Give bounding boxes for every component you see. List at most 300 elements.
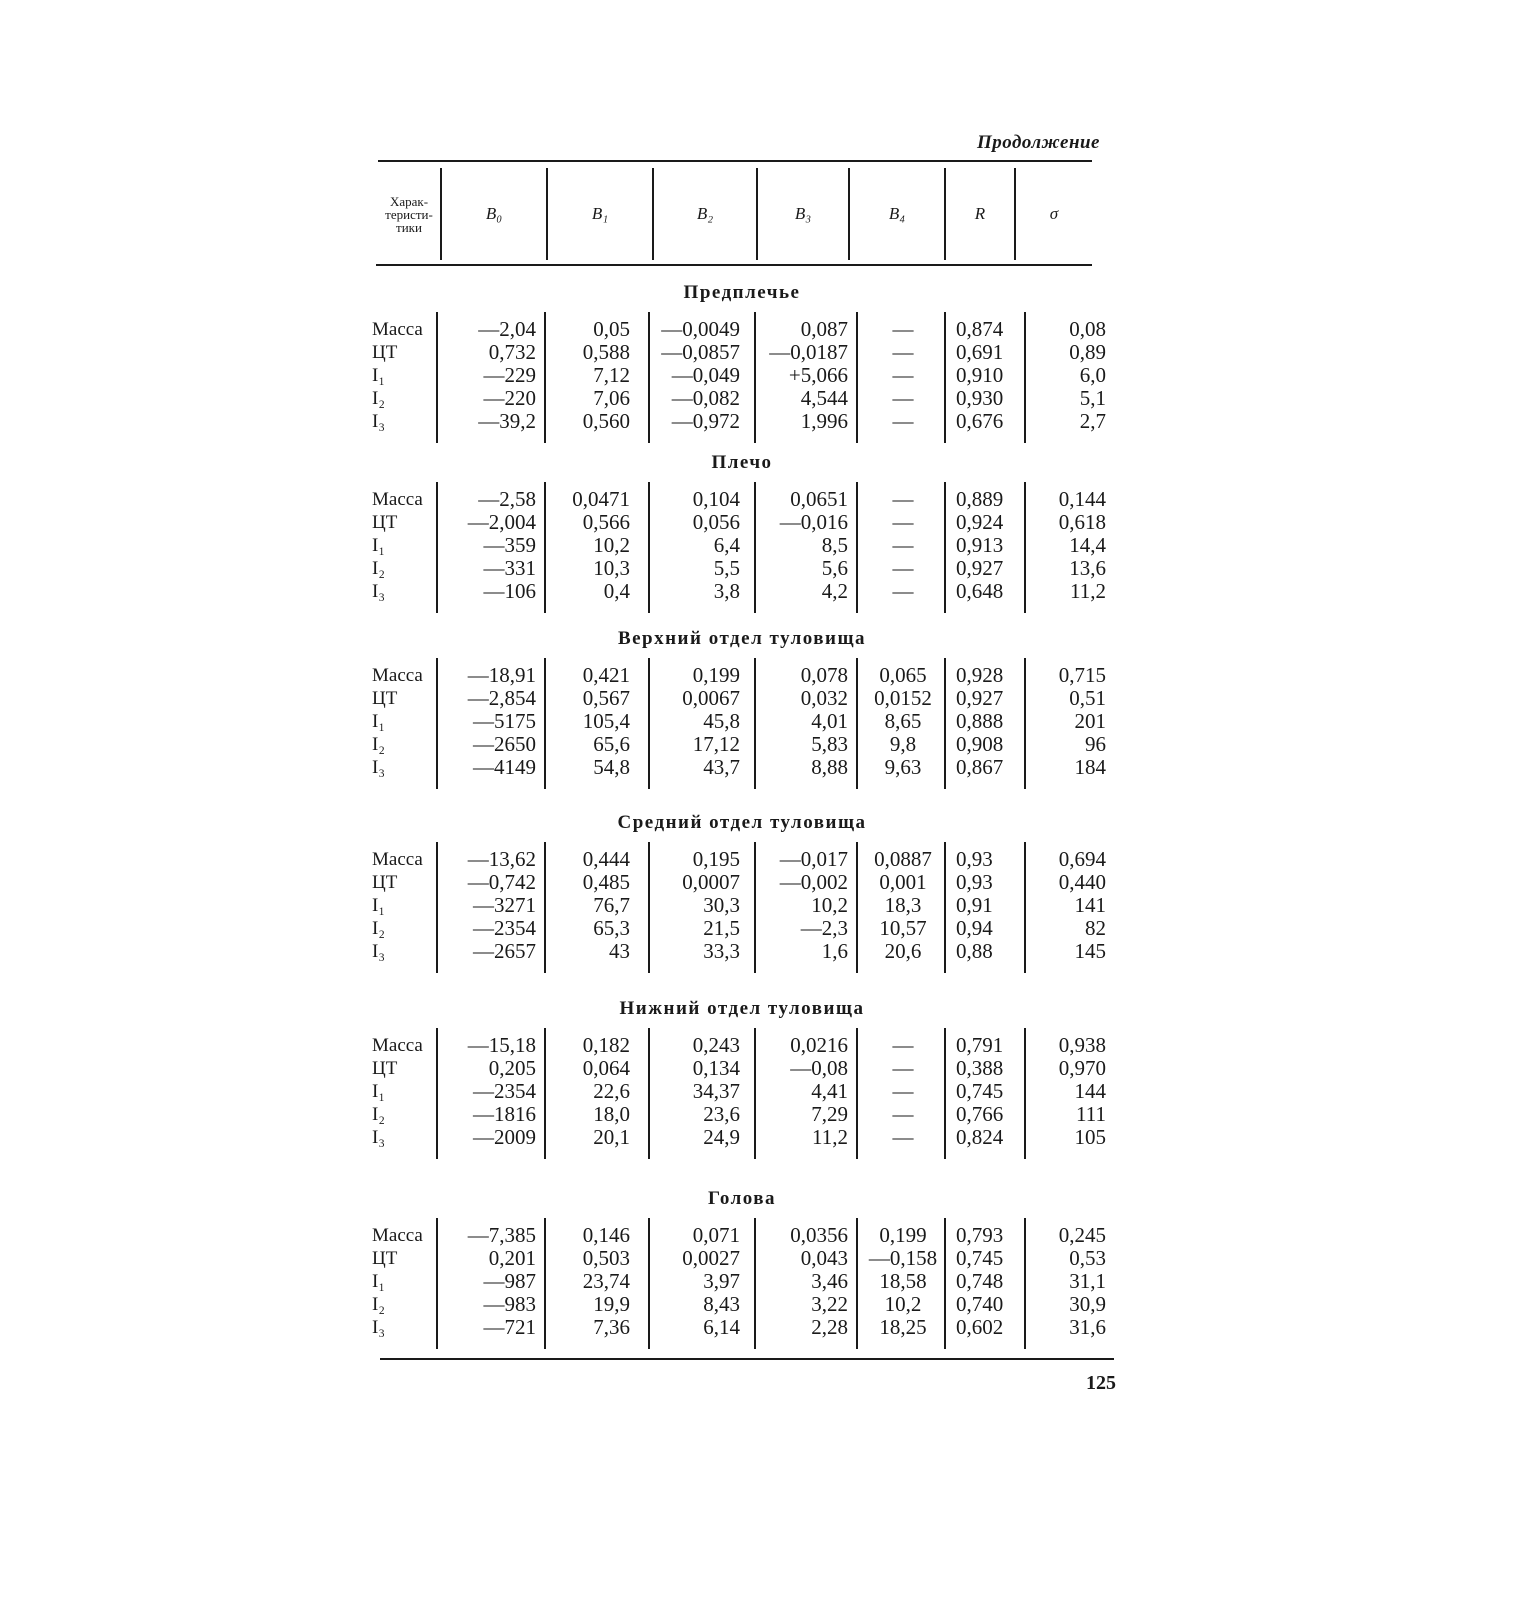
value-cell: 10,3 [593, 556, 630, 580]
value-cell: 18,3 [884, 893, 922, 917]
value-cell: — [892, 386, 914, 410]
value-cell: 0,182 [582, 1033, 630, 1057]
value-cell: 5,6 [821, 556, 848, 580]
value-cell: —106 [483, 579, 536, 603]
value-cell: 6,4 [713, 533, 740, 557]
value-cell: 7,29 [811, 1102, 848, 1126]
value-cell: 0,913 [956, 533, 1004, 557]
header-b1: B₁ [591, 204, 609, 223]
row-label: I₂ [372, 388, 385, 409]
value-cell: —13,62 [467, 847, 536, 871]
value-cell: 4,01 [811, 709, 848, 733]
section-title: Верхний отдел туловища [617, 628, 867, 649]
value-cell: 0,065 [879, 663, 927, 687]
column-divider [944, 1218, 946, 1349]
row-label: ЦТ [372, 1248, 398, 1269]
value-cell: 6,14 [703, 1315, 740, 1339]
value-cell: 3,22 [811, 1292, 848, 1316]
value-cell: 8,5 [821, 533, 848, 557]
value-cell: 0,567 [582, 686, 630, 710]
row-label: I₁ [372, 535, 385, 556]
header-characteristics-line1: Харак- [389, 193, 429, 209]
column-divider [856, 1218, 858, 1349]
value-cell: — [892, 340, 914, 364]
value-cell: 0,94 [956, 916, 993, 940]
value-cell: —0,049 [671, 363, 740, 387]
value-cell: 145 [1074, 939, 1106, 963]
header-r: R [974, 204, 986, 223]
value-cell: 0,715 [1058, 663, 1106, 687]
value-cell: 0,745 [956, 1079, 1004, 1103]
value-cell: 0,104 [692, 487, 740, 511]
value-cell: 0,740 [956, 1292, 1004, 1316]
value-cell: 54,8 [593, 755, 630, 779]
column-divider [648, 842, 650, 973]
value-cell: —0,158 [868, 1246, 938, 1270]
value-cell: 43 [609, 939, 630, 963]
value-cell: 0,0356 [790, 1223, 848, 1247]
value-cell: —0,002 [779, 870, 848, 894]
column-divider [944, 658, 946, 789]
value-cell: —15,18 [467, 1033, 536, 1057]
value-cell: — [892, 1033, 914, 1057]
value-cell: 0,928 [956, 663, 1004, 687]
value-cell: 111 [1076, 1102, 1106, 1126]
value-cell: 0,91 [956, 893, 993, 917]
value-cell: — [892, 579, 914, 603]
value-cell: 0,05 [593, 317, 630, 341]
value-cell: —2,004 [467, 510, 536, 534]
value-cell: 9,63 [884, 755, 922, 779]
value-cell: —2650 [473, 732, 536, 756]
value-cell: 0,824 [956, 1125, 1004, 1149]
value-cell: —2354 [473, 916, 536, 940]
section-rows [372, 318, 1112, 443]
row-label: I₁ [372, 365, 385, 386]
column-divider [754, 842, 756, 973]
row-label: I₃ [372, 581, 385, 602]
value-cell: 1,996 [800, 409, 848, 433]
column-divider [544, 1028, 546, 1159]
value-cell: 0,927 [956, 556, 1004, 580]
value-cell: — [892, 1125, 914, 1149]
value-cell: —2,854 [467, 686, 536, 710]
value-cell: —2,3 [800, 916, 848, 940]
value-cell: —331 [483, 556, 536, 580]
row-label: I₃ [372, 1127, 385, 1148]
value-cell: — [892, 533, 914, 557]
value-cell: 0,560 [582, 409, 630, 433]
value-cell: 0,0152 [874, 686, 932, 710]
value-cell: 0,766 [956, 1102, 1004, 1126]
value-cell: —721 [483, 1315, 536, 1339]
header-characteristics-line2: теристи- [385, 206, 433, 222]
column-divider [856, 312, 858, 443]
column-divider [856, 658, 858, 789]
value-cell: —0,0857 [661, 340, 740, 364]
header-b3: B₃ [794, 204, 812, 223]
value-cell: 0,676 [956, 409, 1004, 433]
value-cell: —1816 [473, 1102, 536, 1126]
section-title: Голова [707, 1188, 777, 1209]
value-cell: 0,748 [956, 1269, 1004, 1293]
value-cell: — [892, 409, 914, 433]
value-cell: — [892, 363, 914, 387]
table-section [372, 282, 1112, 447]
value-cell: 4,544 [800, 386, 848, 410]
column-divider [754, 1218, 756, 1349]
column-divider [544, 312, 546, 443]
column-divider [754, 1028, 756, 1159]
row-label: Масса [372, 489, 423, 510]
row-label: Масса [372, 319, 423, 340]
value-cell: —229 [483, 363, 536, 387]
column-divider [856, 842, 858, 973]
column-divider [648, 1028, 650, 1159]
header-top-rule [378, 160, 1092, 162]
row-label: I₃ [372, 941, 385, 962]
row-label: I₃ [372, 757, 385, 778]
section-rows [372, 848, 1112, 973]
value-cell: 3,46 [811, 1269, 848, 1293]
section-title: Средний отдел туловища [617, 812, 867, 833]
value-cell: 17,12 [692, 732, 740, 756]
column-divider [648, 312, 650, 443]
column-divider [856, 482, 858, 613]
column-divider [754, 312, 756, 443]
value-cell: —0,742 [467, 870, 536, 894]
value-cell: 10,2 [811, 893, 848, 917]
value-cell: 7,12 [593, 363, 630, 387]
column-divider [436, 658, 438, 789]
value-cell: —359 [483, 533, 536, 557]
column-divider [944, 1028, 946, 1159]
value-cell: 0,071 [692, 1223, 740, 1247]
value-cell: 0,908 [956, 732, 1004, 756]
row-label: ЦТ [372, 342, 398, 363]
value-cell: 0,618 [1058, 510, 1106, 534]
value-cell: 18,0 [593, 1102, 630, 1126]
value-cell: —5175 [473, 709, 536, 733]
value-cell: 43,7 [703, 755, 740, 779]
value-cell: —2,58 [478, 487, 536, 511]
continued-label: Продолжение [976, 132, 1100, 153]
column-divider [1024, 312, 1026, 443]
value-cell: 18,25 [879, 1315, 927, 1339]
value-cell: 1,6 [821, 939, 848, 963]
table-section [372, 998, 1112, 1163]
value-cell: 2,7 [1079, 409, 1106, 433]
value-cell: 0,745 [956, 1246, 1004, 1270]
value-cell: 141 [1074, 893, 1106, 917]
value-cell: 0,144 [1058, 487, 1106, 511]
value-cell: 184 [1074, 755, 1106, 779]
section-title: Плечо [711, 452, 773, 473]
column-divider [944, 482, 946, 613]
header-characteristics-line3: тики [396, 219, 422, 235]
value-cell: — [892, 556, 914, 580]
row-label: Масса [372, 665, 423, 686]
column-divider [436, 312, 438, 443]
value-cell: 0,032 [800, 686, 848, 710]
value-cell: 0,0216 [790, 1033, 848, 1057]
row-label: Масса [372, 1225, 423, 1246]
column-divider [1024, 842, 1026, 973]
section-rows [372, 1034, 1112, 1159]
value-cell: 0,910 [956, 363, 1004, 387]
value-cell: 0,588 [582, 340, 630, 364]
section-rows [372, 488, 1112, 613]
value-cell: 7,36 [593, 1315, 630, 1339]
value-cell: 13,6 [1069, 556, 1106, 580]
value-cell: 0,199 [692, 663, 740, 687]
value-cell: 23,6 [703, 1102, 740, 1126]
value-cell: 0,0007 [682, 870, 740, 894]
value-cell: 3,97 [703, 1269, 740, 1293]
column-divider [648, 482, 650, 613]
value-cell: 65,3 [593, 916, 630, 940]
value-cell: 6,0 [1079, 363, 1106, 387]
value-cell: 5,5 [713, 556, 740, 580]
value-cell: 21,5 [703, 916, 740, 940]
row-label: ЦТ [372, 1058, 398, 1079]
column-divider [544, 658, 546, 789]
value-cell: 19,9 [593, 1292, 630, 1316]
row-label: ЦТ [372, 688, 398, 709]
value-cell: 0,53 [1069, 1246, 1106, 1270]
value-cell: —7,385 [467, 1223, 536, 1247]
value-cell: 7,06 [593, 386, 630, 410]
column-divider [1024, 658, 1026, 789]
value-cell: — [892, 510, 914, 534]
value-cell: 0,93 [956, 870, 993, 894]
value-cell: 0,791 [956, 1033, 1004, 1057]
table-section [372, 1188, 1112, 1353]
value-cell: 0,89 [1069, 340, 1106, 364]
value-cell: 96 [1085, 732, 1106, 756]
table-bottom-rule [380, 1358, 1114, 1360]
row-label: I₁ [372, 1271, 385, 1292]
section-rows [372, 664, 1112, 789]
table-header [378, 168, 1098, 260]
value-cell: 0,0887 [874, 847, 932, 871]
column-divider [944, 842, 946, 973]
value-cell: — [892, 1102, 914, 1126]
value-cell: 11,2 [812, 1125, 848, 1149]
row-label: ЦТ [372, 872, 398, 893]
value-cell: 0,201 [488, 1246, 536, 1270]
value-cell: 0,043 [800, 1246, 848, 1270]
value-cell: — [892, 1056, 914, 1080]
table-section [372, 628, 1112, 793]
value-cell: — [892, 317, 914, 341]
value-cell: 82 [1085, 916, 1106, 940]
column-divider [944, 312, 946, 443]
value-cell: 0,867 [956, 755, 1004, 779]
value-cell: 22,6 [593, 1079, 630, 1103]
value-cell: 0,566 [582, 510, 630, 534]
value-cell: 34,37 [692, 1079, 740, 1103]
value-cell: 3,8 [713, 579, 740, 603]
column-divider [648, 1218, 650, 1349]
value-cell: 105,4 [582, 709, 630, 733]
value-cell: 0,51 [1069, 686, 1106, 710]
value-cell: 0,485 [582, 870, 630, 894]
value-cell: 30,3 [703, 893, 740, 917]
header-bottom-rule [376, 264, 1092, 266]
column-divider [856, 1028, 858, 1159]
value-cell: 31,6 [1069, 1315, 1106, 1339]
value-cell: —0,972 [671, 409, 740, 433]
value-cell: —220 [483, 386, 536, 410]
value-cell: 0,087 [800, 317, 848, 341]
value-cell: 0,195 [692, 847, 740, 871]
value-cell: 20,6 [884, 939, 922, 963]
value-cell: 0,0027 [682, 1246, 740, 1270]
value-cell: 0,503 [582, 1246, 630, 1270]
value-cell: 2,28 [811, 1315, 848, 1339]
value-cell: 0,0471 [572, 487, 630, 511]
column-divider [754, 658, 756, 789]
value-cell: 33,3 [703, 939, 740, 963]
row-label: I₂ [372, 1294, 385, 1315]
value-cell: 0,930 [956, 386, 1004, 410]
value-cell: 0,08 [1069, 317, 1106, 341]
value-cell: 0,064 [582, 1056, 630, 1080]
value-cell: —2,04 [478, 317, 536, 341]
value-cell: 0,4 [603, 579, 630, 603]
value-cell: 0,970 [1058, 1056, 1106, 1080]
row-label: I₂ [372, 1104, 385, 1125]
value-cell: 0,0651 [790, 487, 848, 511]
value-cell: 144 [1074, 1079, 1106, 1103]
value-cell: 5,83 [811, 732, 848, 756]
column-divider [1024, 1028, 1026, 1159]
value-cell: 0,146 [582, 1223, 630, 1247]
value-cell: 0,691 [956, 340, 1004, 364]
value-cell: 76,7 [593, 893, 630, 917]
header-b0: B₀ [485, 204, 503, 223]
column-divider [436, 1218, 438, 1349]
row-label: Масса [372, 849, 423, 870]
value-cell: 0,874 [956, 317, 1004, 341]
value-cell: 18,58 [879, 1269, 927, 1293]
value-cell: +5,066 [788, 363, 848, 387]
header-b4: B₄ [888, 204, 906, 223]
value-cell: 0,93 [956, 847, 993, 871]
value-cell: 10,2 [593, 533, 630, 557]
value-cell: 0,205 [488, 1056, 536, 1080]
value-cell: 30,9 [1069, 1292, 1106, 1316]
value-cell: 0,927 [956, 686, 1004, 710]
section-title: Нижний отдел туловища [619, 998, 865, 1019]
value-cell: 10,2 [884, 1292, 922, 1316]
row-label: I₂ [372, 558, 385, 579]
column-divider [544, 1218, 546, 1349]
row-label: I₃ [372, 411, 385, 432]
section-title: Предплечье [683, 282, 801, 303]
value-cell: —18,91 [467, 663, 536, 687]
value-cell: 0,793 [956, 1223, 1004, 1247]
column-divider [436, 482, 438, 613]
column-divider [648, 658, 650, 789]
value-cell: 65,6 [593, 732, 630, 756]
value-cell: 9,8 [889, 732, 917, 756]
column-divider [1024, 482, 1026, 613]
value-cell: —983 [483, 1292, 536, 1316]
value-cell: — [892, 487, 914, 511]
column-divider [754, 482, 756, 613]
value-cell: —4149 [473, 755, 536, 779]
value-cell: 0,0067 [682, 686, 740, 710]
value-cell: 45,8 [703, 709, 740, 733]
value-cell: 0,243 [692, 1033, 740, 1057]
value-cell: 0,694 [1058, 847, 1106, 871]
value-cell: 0,245 [1058, 1223, 1106, 1247]
value-cell: 4,2 [821, 579, 848, 603]
header-b2: B₂ [696, 204, 714, 223]
value-cell: 8,65 [884, 709, 922, 733]
row-label: I₂ [372, 734, 385, 755]
header-sigma: σ [1049, 204, 1059, 223]
column-divider [436, 1028, 438, 1159]
value-cell: —2354 [473, 1079, 536, 1103]
value-cell: 0,440 [1058, 870, 1106, 894]
value-cell: 24,9 [703, 1125, 740, 1149]
value-cell: 0,444 [582, 847, 630, 871]
value-cell: 0,134 [692, 1056, 740, 1080]
value-cell: —0,08 [790, 1056, 848, 1080]
row-label: I₁ [372, 1081, 385, 1102]
column-divider [1024, 1218, 1026, 1349]
header-characteristics [378, 168, 440, 260]
table-section [372, 812, 1112, 977]
row-label: ЦТ [372, 512, 398, 533]
row-label: I₁ [372, 711, 385, 732]
section-rows [372, 1224, 1112, 1349]
table-section [372, 452, 1112, 617]
value-cell: 0,001 [879, 870, 927, 894]
row-label: I₃ [372, 1317, 385, 1338]
value-cell: 8,88 [811, 755, 848, 779]
value-cell: 4,41 [811, 1079, 848, 1103]
row-label: Масса [372, 1035, 423, 1056]
value-cell: 0,889 [956, 487, 1004, 511]
value-cell: 0,924 [956, 510, 1004, 534]
value-cell: 0,602 [956, 1315, 1004, 1339]
value-cell: — [892, 1079, 914, 1103]
value-cell: 11,2 [1070, 579, 1106, 603]
value-cell: 14,4 [1069, 533, 1106, 557]
value-cell: 31,1 [1069, 1269, 1106, 1293]
value-cell: 0,648 [956, 579, 1004, 603]
value-cell: 8,43 [703, 1292, 740, 1316]
value-cell: —2657 [473, 939, 536, 963]
value-cell: 0,888 [956, 709, 1004, 733]
value-cell: —3271 [473, 893, 536, 917]
value-cell: —0,082 [671, 386, 740, 410]
column-divider [436, 842, 438, 973]
value-cell: 0,078 [800, 663, 848, 687]
value-cell: —0,017 [779, 847, 848, 871]
value-cell: 20,1 [593, 1125, 630, 1149]
value-cell: —0,016 [779, 510, 848, 534]
value-cell: 0,388 [956, 1056, 1004, 1080]
value-cell: 0,88 [956, 939, 993, 963]
value-cell: 201 [1074, 709, 1106, 733]
value-cell: —0,0049 [661, 317, 740, 341]
value-cell: —987 [483, 1269, 536, 1293]
